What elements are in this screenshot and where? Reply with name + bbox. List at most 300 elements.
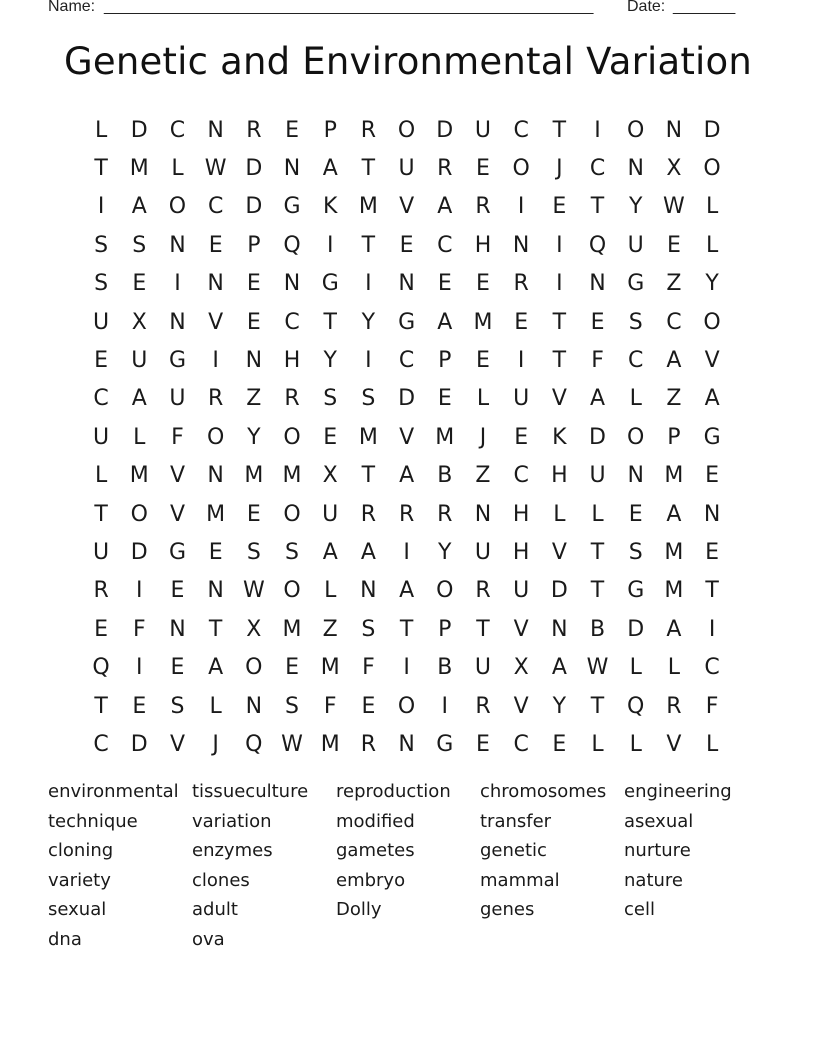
grid-cell: E <box>514 424 529 450</box>
grid-cell: T <box>590 578 605 604</box>
grid-cell: R <box>475 578 491 604</box>
grid-cell: E <box>246 501 261 527</box>
grid-cell: A <box>551 655 567 681</box>
grid-cell: P <box>667 424 681 450</box>
grid-cell: I <box>517 348 525 374</box>
grid-cell: O <box>168 194 187 220</box>
grid-cell: C <box>93 386 109 412</box>
grid-cell: I <box>403 655 410 681</box>
grid-row <box>82 265 732 303</box>
grid-cell: T <box>361 156 376 182</box>
word-list-item: Dolly <box>336 899 382 921</box>
grid-cell: O <box>283 424 301 450</box>
word-list-item: nature <box>624 869 683 891</box>
word-list-item: modified <box>336 810 415 832</box>
letter-grid <box>82 111 732 764</box>
grid-cell: A <box>360 539 376 565</box>
grid-cell: A <box>590 386 606 412</box>
grid-cell: V <box>513 616 529 642</box>
grid-cell: K <box>323 194 338 220</box>
grid-cell: H <box>551 463 568 489</box>
grid-cell: D <box>627 616 645 642</box>
grid-row <box>82 533 732 571</box>
grid-cell: U <box>398 156 415 182</box>
grid-cell: R <box>208 386 224 412</box>
grid-cell: V <box>169 463 185 489</box>
grid-cell: T <box>705 578 719 604</box>
grid-cell: R <box>360 731 377 757</box>
grid-cell: V <box>704 348 720 374</box>
grid-cell: S <box>285 539 300 565</box>
grid-cell: M <box>664 539 684 565</box>
grid-cell: T <box>94 156 108 182</box>
grid-cell: W <box>281 731 303 757</box>
grid-cell: L <box>94 117 108 143</box>
grid-cell: R <box>513 271 529 297</box>
word-list-item: adult <box>192 899 238 921</box>
grid-cell: N <box>207 578 224 604</box>
grid-cell: A <box>399 463 415 489</box>
grid-cell: M <box>129 463 149 489</box>
grid-cell: L <box>94 463 108 489</box>
grid-cell: D <box>130 731 148 757</box>
grid-cell: F <box>171 424 184 450</box>
grid-cell: Q <box>245 731 263 757</box>
grid-cell: L <box>705 731 719 757</box>
word-list-item: nurture <box>624 840 691 862</box>
grid-row <box>82 226 732 264</box>
grid-cell: V <box>551 386 567 412</box>
grid-row <box>82 111 732 149</box>
grid-cell: X <box>513 655 529 681</box>
grid-cell: A <box>666 616 682 642</box>
grid-cell: E <box>666 232 681 258</box>
grid-cell: O <box>703 309 721 335</box>
grid-cell: V <box>513 693 529 719</box>
grid-cell: B <box>437 463 453 489</box>
word-list-item: tissueculture <box>192 781 309 802</box>
grid-cell: X <box>131 309 147 335</box>
grid-row <box>82 495 732 533</box>
word-list-item: environmental <box>48 781 179 802</box>
grid-cell: Y <box>361 309 376 335</box>
grid-cell: V <box>208 309 224 335</box>
grid-cell: H <box>474 232 492 258</box>
grid-cell: T <box>361 463 376 489</box>
grid-cell: E <box>170 655 185 681</box>
grid-cell: Y <box>247 424 261 450</box>
word-list-item: chromosomes <box>480 781 607 802</box>
grid-cell: T <box>590 539 605 565</box>
grid-cell: A <box>437 194 453 220</box>
grid-cell: O <box>627 424 645 450</box>
grid-cell: E <box>399 232 414 258</box>
grid-cell: Y <box>628 194 643 220</box>
grid-cell: E <box>476 348 490 374</box>
grid-cell: N <box>512 232 530 258</box>
grid-cell: V <box>551 539 567 565</box>
grid-cell: I <box>441 693 449 719</box>
grid-cell: C <box>589 156 606 182</box>
word-list-item: variety <box>48 869 111 891</box>
grid-cell: P <box>438 348 452 374</box>
grid-cell: L <box>476 386 490 412</box>
grid-cell: V <box>169 731 185 757</box>
grid-cell: U <box>589 463 606 489</box>
grid-cell: J <box>556 156 563 182</box>
grid-cell: F <box>705 693 719 719</box>
grid-cell: N <box>283 271 301 297</box>
grid-cell: P <box>323 117 337 143</box>
grid-cell: I <box>556 271 563 297</box>
date-line: _______ <box>673 0 736 15</box>
grid-cell: G <box>436 731 454 757</box>
word-list-item: genetic <box>480 840 547 862</box>
grid-cell: O <box>397 117 416 143</box>
grid-cell: D <box>550 578 568 604</box>
grid-cell: U <box>131 348 148 374</box>
word-list-item: ova <box>192 928 225 950</box>
grid-cell: Y <box>552 693 567 719</box>
grid-cell: D <box>703 117 721 143</box>
grid-cell: I <box>326 232 334 258</box>
grid-cell: R <box>666 693 682 719</box>
grid-cell: A <box>666 348 682 374</box>
grid-cell: M <box>664 463 684 489</box>
grid-cell: C <box>628 348 644 374</box>
grid-cell: Y <box>323 348 337 374</box>
grid-cell: D <box>398 386 416 412</box>
grid-cell: O <box>627 117 645 143</box>
grid-cell: Q <box>627 693 645 719</box>
grid-cell: D <box>245 156 263 182</box>
grid-cell: M <box>435 424 455 450</box>
grid-cell: N <box>360 578 377 604</box>
grid-cell: C <box>513 117 529 143</box>
word-list-item: technique <box>48 810 138 832</box>
grid-cell: N <box>245 348 263 374</box>
grid-cell: A <box>399 578 415 604</box>
grid-cell: V <box>666 731 682 757</box>
grid-cell: J <box>212 731 219 757</box>
grid-cell: O <box>703 156 721 182</box>
grid-cell: E <box>361 693 376 719</box>
grid-row <box>82 303 732 341</box>
grid-cell: Z <box>666 386 682 412</box>
grid-cell: R <box>437 501 453 527</box>
grid-cell: T <box>552 348 567 374</box>
grid-cell: U <box>93 309 110 335</box>
grid-cell: U <box>513 578 530 604</box>
grid-cell: E <box>170 578 185 604</box>
grid-row <box>82 341 732 379</box>
grid-cell: U <box>93 424 110 450</box>
grid-cell: F <box>591 348 604 374</box>
grid-cell: E <box>208 539 223 565</box>
grid-cell: I <box>403 539 410 565</box>
grid-cell: O <box>130 501 148 527</box>
grid-cell: C <box>437 232 453 258</box>
grid-cell: N <box>703 501 721 527</box>
grid-cell: M <box>320 731 340 757</box>
grid-cell: H <box>283 348 301 374</box>
grid-cell: I <box>594 117 601 143</box>
grid-cell: O <box>397 693 416 719</box>
grid-cell: S <box>628 309 643 335</box>
word-list-item: reproduction <box>336 781 451 802</box>
grid-cell: B <box>437 655 453 681</box>
grid-cell: G <box>283 194 301 220</box>
grid-cell: A <box>437 309 453 335</box>
grid-cell: E <box>514 309 529 335</box>
grid-cell: L <box>629 731 642 757</box>
page-title: Genetic and Environmental Variation <box>63 40 753 83</box>
grid-cell: C <box>513 731 529 757</box>
grid-cell: U <box>169 386 186 412</box>
grid-cell: I <box>556 232 563 258</box>
grid-cell: T <box>94 693 108 719</box>
word-list-item: variation <box>192 810 272 832</box>
grid-cell: B <box>589 616 606 642</box>
grid-cell: N <box>665 117 683 143</box>
grid-cell: C <box>398 348 415 374</box>
grid-cell: I <box>365 348 372 374</box>
grid-row <box>82 648 732 686</box>
grid-cell: W <box>242 578 265 604</box>
grid-cell: E <box>208 232 223 258</box>
grid-cell: W <box>663 194 685 220</box>
grid-row <box>82 725 732 763</box>
grid-cell: N <box>207 463 224 489</box>
grid-cell: T <box>552 309 567 335</box>
grid-row <box>82 188 732 226</box>
grid-cell: G <box>627 578 645 604</box>
grid-cell: N <box>398 731 415 757</box>
grid-cell: R <box>475 693 491 719</box>
grid-cell: U <box>474 539 492 565</box>
grid-cell: D <box>589 424 606 450</box>
grid-cell: W <box>204 156 227 182</box>
grid-cell: L <box>667 655 681 681</box>
grid-cell: L <box>324 578 337 604</box>
grid-cell: E <box>476 271 490 297</box>
grid-cell: F <box>323 693 337 719</box>
grid-cell: O <box>283 578 301 604</box>
grid-cell: L <box>209 693 222 719</box>
grid-cell: E <box>132 693 147 719</box>
grid-cell: O <box>206 424 225 450</box>
grid-cell: V <box>399 424 415 450</box>
grid-cell: R <box>360 117 377 143</box>
grid-cell: O <box>245 655 263 681</box>
grid-cell: S <box>94 232 109 258</box>
grid-cell: G <box>627 271 645 297</box>
grid-cell: M <box>282 463 302 489</box>
grid-cell: G <box>703 424 721 450</box>
grid-cell: T <box>361 232 376 258</box>
grid-cell: M <box>282 616 302 642</box>
grid-cell: X <box>246 616 262 642</box>
word-list-item: cell <box>624 899 655 921</box>
word-list-item: sexual <box>48 899 107 921</box>
grid-cell: N <box>589 271 606 297</box>
grid-cell: T <box>208 616 223 642</box>
grid-cell: E <box>285 117 299 143</box>
grid-cell: M <box>358 424 378 450</box>
grid-cell: I <box>517 194 525 220</box>
grid-cell: Q <box>92 655 110 681</box>
grid-cell: N <box>398 271 415 297</box>
grid-cell: E <box>628 501 643 527</box>
grid-cell: Q <box>283 232 301 258</box>
grid-cell: D <box>130 117 148 143</box>
grid-cell: E <box>705 539 720 565</box>
grid-row <box>82 687 732 725</box>
grid-cell: E <box>437 386 452 412</box>
grid-cell: C <box>207 194 224 220</box>
grid-cell: E <box>437 271 452 297</box>
grid-cell: O <box>283 501 301 527</box>
grid-cell: R <box>93 578 109 604</box>
grid-cell: G <box>321 271 339 297</box>
grid-cell: R <box>398 501 415 527</box>
grid-cell: I <box>708 616 716 642</box>
grid-cell: I <box>174 271 181 297</box>
grid-cell: Y <box>705 271 719 297</box>
grid-row <box>82 418 732 456</box>
grid-cell: S <box>323 386 338 412</box>
grid-cell: N <box>474 501 492 527</box>
grid-cell: R <box>284 386 300 412</box>
grid-cell: U <box>474 117 492 143</box>
grid-cell: L <box>553 501 566 527</box>
word-list-item: clones <box>192 869 250 891</box>
grid-cell: C <box>93 731 109 757</box>
grid-cell: S <box>170 693 185 719</box>
grid-cell: R <box>246 117 262 143</box>
word-list-item: mammal <box>480 869 560 891</box>
grid-cell: Z <box>666 271 682 297</box>
word-list-item: enzymes <box>192 840 273 862</box>
grid-cell: E <box>94 616 109 642</box>
grid-cell: I <box>97 194 105 220</box>
grid-cell: P <box>438 616 452 642</box>
grid-cell: E <box>476 731 490 757</box>
grid-cell: N <box>627 463 644 489</box>
grid-cell: T <box>399 616 414 642</box>
grid-cell: N <box>169 232 186 258</box>
name-line: _______________________________________________________ <box>104 0 594 15</box>
grid-row <box>82 457 732 495</box>
grid-cell: W <box>586 655 609 681</box>
grid-cell: T <box>94 501 108 527</box>
header <box>48 0 740 20</box>
grid-row <box>82 149 732 187</box>
grid-cell: M <box>244 463 264 489</box>
grid-cell: D <box>436 117 454 143</box>
grid-cell: E <box>590 309 605 335</box>
grid-cell: J <box>479 424 487 450</box>
grid-cell: U <box>513 386 530 412</box>
grid-cell: L <box>171 156 184 182</box>
grid-cell: N <box>169 309 186 335</box>
grid-cell: C <box>284 309 300 335</box>
grid-cell: L <box>629 655 642 681</box>
grid-cell: A <box>131 194 147 220</box>
grid-cell: I <box>365 271 372 297</box>
date-label: Date: <box>627 0 666 15</box>
grid-cell: N <box>207 271 224 297</box>
grid-cell: A <box>322 539 338 565</box>
grid-cell: E <box>476 156 490 182</box>
grid-cell: M <box>129 156 149 182</box>
grid-cell: L <box>133 424 146 450</box>
grid-cell: E <box>246 309 261 335</box>
grid-row <box>82 380 732 418</box>
grid-cell: D <box>130 539 148 565</box>
word-list-item: dna <box>48 928 82 950</box>
grid-row <box>82 610 732 648</box>
grid-cell: C <box>169 117 186 143</box>
grid-cell: G <box>168 348 186 374</box>
grid-cell: Q <box>588 232 607 258</box>
grid-cell: E <box>132 271 147 297</box>
grid-cell: R <box>360 501 377 527</box>
grid-cell: N <box>169 616 186 642</box>
word-list-item: engineering <box>624 781 732 802</box>
grid-cell: M <box>206 501 226 527</box>
grid-cell: E <box>705 463 720 489</box>
grid-cell: Y <box>438 539 452 565</box>
grid-cell: H <box>512 539 530 565</box>
grid-cell: Z <box>322 616 338 642</box>
grid-cell: A <box>131 386 147 412</box>
grid-cell: T <box>552 117 567 143</box>
grid-cell: F <box>132 616 146 642</box>
grid-row <box>82 572 732 610</box>
grid-cell: Z <box>246 386 262 412</box>
word-list-item: embryo <box>336 869 406 891</box>
grid-cell: Z <box>475 463 491 489</box>
grid-cell: R <box>475 194 491 220</box>
grid-cell: F <box>362 655 375 681</box>
grid-cell: S <box>361 386 376 412</box>
grid-cell: L <box>629 386 642 412</box>
grid-cell: G <box>168 539 186 565</box>
word-list-item: cloning <box>48 840 114 862</box>
grid-cell: O <box>512 156 530 182</box>
grid-cell: E <box>323 424 338 450</box>
grid-cell: G <box>398 309 416 335</box>
grid-cell: S <box>628 539 643 565</box>
grid-cell: T <box>590 693 605 719</box>
grid-cell: S <box>246 539 261 565</box>
grid-cell: T <box>476 616 490 642</box>
name-label: Name: <box>48 0 96 15</box>
grid-cell: S <box>361 616 376 642</box>
grid-cell: E <box>552 731 567 757</box>
grid-cell: U <box>627 232 644 258</box>
word-list-item: asexual <box>624 810 694 832</box>
grid-cell: L <box>705 194 719 220</box>
grid-cell: T <box>590 194 605 220</box>
word-list-item: transfer <box>480 810 552 832</box>
grid-cell: C <box>666 309 682 335</box>
grid-cell: E <box>285 655 299 681</box>
grid-cell: T <box>323 309 337 335</box>
grid-cell: U <box>322 501 339 527</box>
grid-cell: A <box>666 501 682 527</box>
